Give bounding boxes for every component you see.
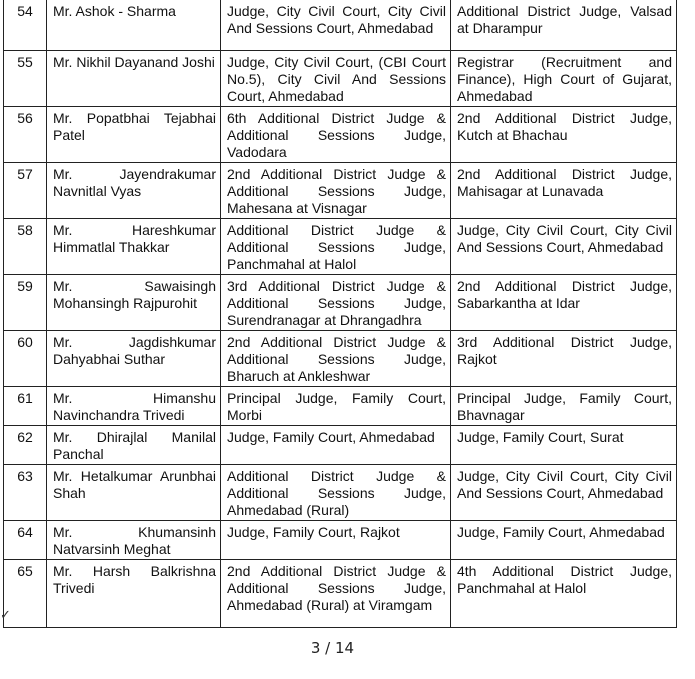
table-row — [4, 387, 677, 426]
table-row — [4, 331, 677, 387]
current-posting-cell: 6th Additional District Judge & Additional Sessions Judge, Vadodara — [221, 107, 451, 163]
serial-number-cell: 64 — [4, 521, 47, 560]
officer-name-cell: Mr. Hareshkumar Himmatlal Thakkar — [47, 219, 221, 275]
current-posting-cell: Additional District Judge & Additional Sessions Judge, Ahmedabad (Rural) — [221, 465, 451, 521]
margin-tick-mark: ✓ — [0, 607, 11, 622]
page-number: 3 / 14 — [310, 639, 355, 657]
officer-name-cell: Mr. Ashok - Sharma — [47, 0, 221, 51]
table-row — [4, 107, 677, 163]
serial-number-cell: 55 — [4, 51, 47, 107]
serial-number-cell: 56 — [4, 107, 47, 163]
serial-number-cell: 54 — [4, 0, 47, 51]
new-posting-cell: 2nd Additional District Judge, Sabarkantha at Idar — [451, 275, 677, 331]
current-posting-cell: 2nd Additional District Judge & Additional Sessions Judge, Ahmedabad (Rural) at Viramgam — [221, 560, 451, 628]
serial-number-cell: 60 — [4, 331, 47, 387]
officer-name-cell: Mr. Hetalkumar Arunbhai Shah — [47, 465, 221, 521]
table-row — [4, 275, 677, 331]
table-row — [4, 51, 677, 107]
officer-name-cell: Mr. Himanshu Navinchandra Trivedi — [47, 387, 221, 426]
new-posting-cell: Judge, Family Court, Surat — [451, 426, 677, 465]
new-posting-cell: 3rd Additional District Judge, Rajkot — [451, 331, 677, 387]
table-row — [4, 560, 677, 628]
officer-name-cell: Mr. Jayendrakumar Navnitlal Vyas — [47, 163, 221, 219]
new-posting-cell: Judge, City Civil Court, City Civil And Sessions Court, Ahmedabad — [451, 465, 677, 521]
new-posting-cell: Additional District Judge, Valsad at Dharampur — [451, 0, 677, 51]
new-posting-cell: Judge, City Civil Court, City Civil And Sessions Court, Ahmedabad — [451, 219, 677, 275]
new-posting-cell: 4th Additional District Judge, Panchmahal at Halol — [451, 560, 677, 628]
new-posting-cell: 2nd Additional District Judge, Kutch at Bhachau — [451, 107, 677, 163]
table-row — [4, 426, 677, 465]
serial-number-cell: 62 — [4, 426, 47, 465]
serial-number-cell: 65 — [4, 560, 47, 628]
officer-name-cell: Mr. Dhirajlal Manilal Panchal — [47, 426, 221, 465]
new-posting-cell: Judge, Family Court, Ahmedabad — [451, 521, 677, 560]
serial-number-cell: 63 — [4, 465, 47, 521]
new-posting-cell: Principal Judge, Family Court, Bhavnagar — [451, 387, 677, 426]
officer-name-cell: Mr. Popatbhai Tejabhai Patel — [47, 107, 221, 163]
serial-number-cell: 61 — [4, 387, 47, 426]
current-posting-cell: Judge, City Civil Court, City Civil And Sessions Court, Ahmedabad — [221, 0, 451, 51]
table-row — [4, 219, 677, 275]
current-posting-cell: 2nd Additional District Judge & Additional Sessions Judge, Bharuch at Ankleshwar — [221, 331, 451, 387]
current-posting-cell: Judge, City Civil Court, (CBI Court No.5), City Civil And Sessions Court, Ahmedabad — [221, 51, 451, 107]
current-posting-cell: Additional District Judge & Additional Sessions Judge, Panchmahal at Halol — [221, 219, 451, 275]
current-posting-cell: 2nd Additional District Judge & Additional Sessions Judge, Mahesana at Visnagar — [221, 163, 451, 219]
new-posting-cell: 2nd Additional District Judge, Mahisagar at Lunavada — [451, 163, 677, 219]
transfer-table — [3, 0, 677, 628]
officer-name-cell: Mr. Nikhil Dayanand Joshi — [47, 51, 221, 107]
current-posting-cell: Judge, Family Court, Rajkot — [221, 521, 451, 560]
serial-number-cell: 57 — [4, 163, 47, 219]
current-posting-cell: 3rd Additional District Judge & Additional Sessions Judge, Surendranagar at Dhrangadhra — [221, 275, 451, 331]
officer-name-cell: Mr. Sawaisingh Mohansingh Rajpurohit — [47, 275, 221, 331]
current-posting-cell: Judge, Family Court, Ahmedabad — [221, 426, 451, 465]
officer-name-cell: Mr. Harsh Balkrishna Trivedi — [47, 560, 221, 628]
table-row — [4, 465, 677, 521]
table-row — [4, 0, 677, 51]
serial-number-cell: 59 — [4, 275, 47, 331]
current-posting-cell: Principal Judge, Family Court, Morbi — [221, 387, 451, 426]
table-row — [4, 163, 677, 219]
officer-name-cell: Mr. Khumansinh Natvarsinh Meghat — [47, 521, 221, 560]
serial-number-cell: 58 — [4, 219, 47, 275]
new-posting-cell: Registrar (Recruitment and Finance), High Court of Gujarat, Ahmedabad — [451, 51, 677, 107]
officer-name-cell: Mr. Jagdishkumar Dahyabhai Suthar — [47, 331, 221, 387]
table-row — [4, 521, 677, 560]
